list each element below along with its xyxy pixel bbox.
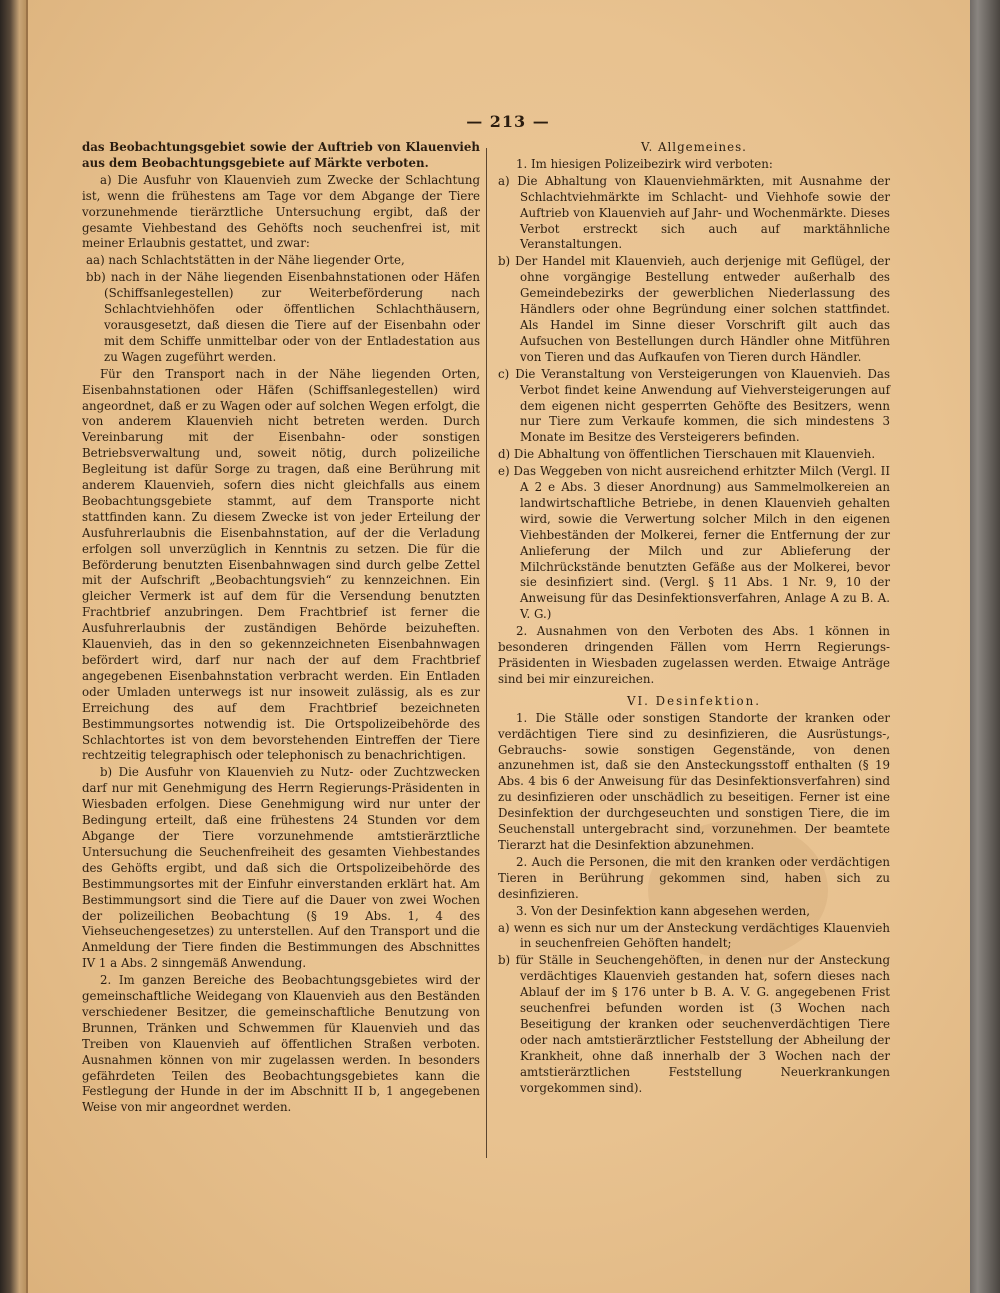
- paragraph: 2. Auch die Personen, die mit den kranken oder verdächtigen Tieren in Berührung gekommen sind, haben sich zu desinfizieren.: [498, 854, 890, 901]
- paragraph: 1. Im hiesigen Polizeibezirk wird verboten:: [516, 156, 773, 171]
- paragraph: a) Die Ausfuhr von Klauenvieh zum Zwecke der Schlachtung ist, wenn die frühestens am Tage vor dem Abgange der Tiere vorzunehmende tierärztliche Untersuchung ergibt, daß der gesamte Viehbestand des Gehöfts noch seuchenfrei ist, mit meiner Erlaubnis gestattet, und zwar:: [82, 172, 480, 251]
- paragraph: das Beobachtungsgebiet sowie der Auftrieb von Klauenvieh aus dem Beobachtungsgebiete auf Märkte verboten.: [82, 140, 480, 170]
- paragraph: Für den Transport nach in der Nähe liegenden Orten, Eisenbahnstationen oder Häfen (Schiffsanlegestellen) wird angeordnet, daß er zu Wagen oder auf solchen Wegen erfolgt, die von anderem Klauenvieh nicht betreten werden. Durch Vereinbarung mit der Eisenbahn- oder sonstigen Betriebsverwaltung und, soweit nötig, durch polizeiliche Begleitung ist dafür Sorge zu tragen, daß eine Berührung mit anderem Klauenvieh, sofern dies nicht gleichfalls aus einem Beobachtungsgebiete stammt, auf dem Transporte nicht stattfinden kann. Zu diesem Zwecke ist von jeder Erteilung der Ausfuhrerlaubnis die Eisenbahnstation, auf der die Verladung erfolgen soll unverzüglich in Kenntnis zu setzen. Die für die Beförderung benutzten Eisenbahnwagen sind durch gelbe Zettel mit der Aufschrift „Beobachtungsvieh“ zu kennzeichnen. Ein gleicher Vermerk ist auf dem für die Versendung benutzten Frachtbrief anzubringen. Dem Frachtbrief ist ferner die Ausfuhrerlaubnis der zuständigen Behörde beizuheften. Klauenvieh, das in den so gekennzeichneten Eisenbahnwagen befördert wird, darf nur nach der auf dem Frachtbrief angegebenen Eisenbahnstation verbracht werden. Ein Entladen oder Umladen unterwegs ist nur insoweit zulässig, als es zur Erreichung des auf dem Frachtbrief bezeichneten Bestimmungsortes notwendig ist. Die Ortspolizeibehörde des Schlachtortes ist von dem bevorstehenden Eintreffen der Tiere rechtzeitig telegraphisch oder telephonisch zu benachrichtigen.: [82, 366, 480, 763]
- paragraph: 2. Im ganzen Bereiche des Beobachtungsgebietes wird der gemeinschaftliche Weidegang von Klauenvieh aus den Beständen verschiedener Besitzer, die gemeinschaftliche Benutzung von Brunnen, Tränken und Schwemmen für Klauenvieh und das Treiben von Klauenvieh auf öffentlichen Straßen verboten. Ausnahmen können von mir zugelassen werden. In besonders gefährdeten Teilen des Beobachtungsgebietes kann die Festlegung der Hunde in der im Abschnitt II b, 1 angegebenen Weise von mir angeordnet werden.: [82, 973, 480, 1115]
- book-cover-right: [968, 0, 1000, 1293]
- scanned-page: [26, 0, 970, 1293]
- paragraph: c) Die Veranstaltung von Versteigerungen von Klauenvieh. Das Verbot findet keine Anwendung auf Viehversteigerungen auf dem eigenen nicht gesperrten Gehöfte des Besitzers, wenn nur Tiere zum Verkaufe kommen, die sich mindestens 3 Monate im Besitze des Versteigerers befinden.: [498, 366, 890, 445]
- paragraph: 2. Ausnahmen von den Verboten des Abs. 1 können in besonderen dringenden Fällen vom Herrn Regierungs-Präsidenten in Wiesbaden zugelassen werden. Etwaige Anträge sind bei mir einzureichen.: [498, 624, 890, 686]
- paragraph: b) Die Ausfuhr von Klauenvieh zu Nutz- oder Zuchtzwecken darf nur mit Genehmigung des Herrn Regierungs-Präsidenten in Wiesbaden erfolgen. Diese Genehmigung wird nur unter der Bedingung erteilt, daß eine frühestens 24 Stunden vor dem Abgange der Tiere vorzunehmende amtstierärztliche Untersuchung die Seuchenfreiheit des gesamten Viehbestandes des Gehöfts ergibt, und daß sich die Ortspolizeibehörde des Bestimmungsortes mit der Einfuhr einverstanden erklärt hat. Am Bestimmungsort sind die Tiere auf die Dauer von zwei Wochen der polizeilichen Beobachtung (§ 19 Abs. 1, 4 des Viehseuchengesetzes) zu unterstellen. Auf den Transport und die Anmeldung der Tiere finden die Bestimmungen des Abschnittes IV 1 a Abs. 2 sinngemäß Anwendung.: [82, 765, 480, 971]
- book-binding-left: [0, 0, 26, 1293]
- paragraph: 3. Von der Desinfektion kann abgesehen werden,: [516, 903, 810, 918]
- paragraph: 1. Die Ställe oder sonstigen Standorte der kranken oder verdächtigen Tiere sind zu desinfizieren, die Ausrüstungs-, Gebrauchs- sowie sonstigen Gegenstände, von denen anzunehmen ist, daß sie den Ansteckungsstoff enthalten (§ 19 Abs. 4 bis 6 der Anweisung für das Desinfektionsverfahren) sind zu desinfizieren oder unschädlich zu beseitigen. Ferner ist eine Desinfektion der durchgeseuchten und sonstigen Tiere, die im Seuchenstall untergebracht sind, vorzunehmen. Der beamtete Tierarzt hat die Desinfektion abzunehmen.: [498, 710, 890, 852]
- section-heading: V. Allgemeines.: [641, 140, 747, 154]
- paragraph: a) Die Abhaltung von Klauenviehmärkten, mit Ausnahme der Schlachtviehmärkte im Schlacht- und Viehhofe sowie der Auftrieb von Klauenvieh auf Jahr- und Wochenmärkte. Dieses Verbot erstreckt sich auch auf marktähnliche Veranstaltungen.: [498, 173, 890, 252]
- paragraph: a) wenn es sich nur um der Ansteckung verdächtiges Klauenvieh in seuchenfreien Gehöften handelt;: [498, 920, 890, 951]
- paragraph: b) für Ställe in Seuchengehöften, in denen nur der Ansteckung verdächtiges Klauenvieh gestanden hat, sofern dieses nach Ablauf der im § 176 unter b B. A. V. G. angegebenen Frist seuchenfrei befunden worden ist (3 Wochen nach Beseitigung der kranken oder seuchenverdächtigen Tiere oder nach amtstierärztlicher Feststellung der Abheilung der Krankheit, ohne daß innerhalb der 3 Wochen nach der amtstierärztlichen Feststellung Neuerkrankungen vorgekommen sind).: [498, 953, 890, 1095]
- column-divider: [486, 148, 487, 1158]
- paragraph: b) Der Handel mit Klauenvieh, auch derjenige mit Geflügel, der ohne vorgängige Bestellung entweder außerhalb des Gemeindebezirks der gewerblichen Niederlassung des Händlers oder ohne Begründung einer solchen stattfindet. Als Handel im Sinne dieser Vorschrift gilt auch das Aufsuchen von Bestellungen durch Händler ohne Mitführen von Tieren und das Aufkaufen von Tieren durch Händler.: [498, 254, 890, 364]
- paragraph: aa) nach Schlachtstätten in der Nähe liegender Orte,: [86, 253, 405, 268]
- left-column: [82, 140, 480, 1117]
- page-number: — 213 —: [466, 112, 550, 131]
- section-heading: VI. Desinfektion.: [626, 693, 761, 708]
- paragraph: d) Die Abhaltung von öffentlichen Tierschauen mit Klauenvieh.: [498, 447, 876, 462]
- right-column: [498, 140, 890, 1097]
- paragraph: bb) nach in der Nähe liegenden Eisenbahnstationen oder Häfen (Schiffsanlegestellen) zur Weiterbeförderung nach Schlachtviehhöfen oder öffentlichen Schlachthäusern, vorausgesetzt, daß diesen die Tiere auf der Eisenbahn oder mit dem Schiffe unmittelbar oder von der Entladestation aus zu Wagen zugeführt werden.: [86, 270, 480, 364]
- paragraph: e) Das Weggeben von nicht ausreichend erhitzter Milch (Vergl. II A 2 e Abs. 3 dieser Anordnung) aus Sammelmolkereien an landwirtschaftliche Betriebe, in denen Klauenvieh gehalten wird, sowie die Verwertung solcher Milch in den eigenen Viehbeständen der Molkerei, ferner die Entfernung der zur Anlieferung der Milch und zur Ablieferung der Milchrückstände benutzten Gefäße aus der Molkerei, bevor sie desinfiziert sind. (Vergl. § 11 Abs. 1 Nr. 9, 10 der Anweisung für das Desinfektionsverfahren, Anlage A zu B. A. V. G.): [498, 464, 890, 622]
